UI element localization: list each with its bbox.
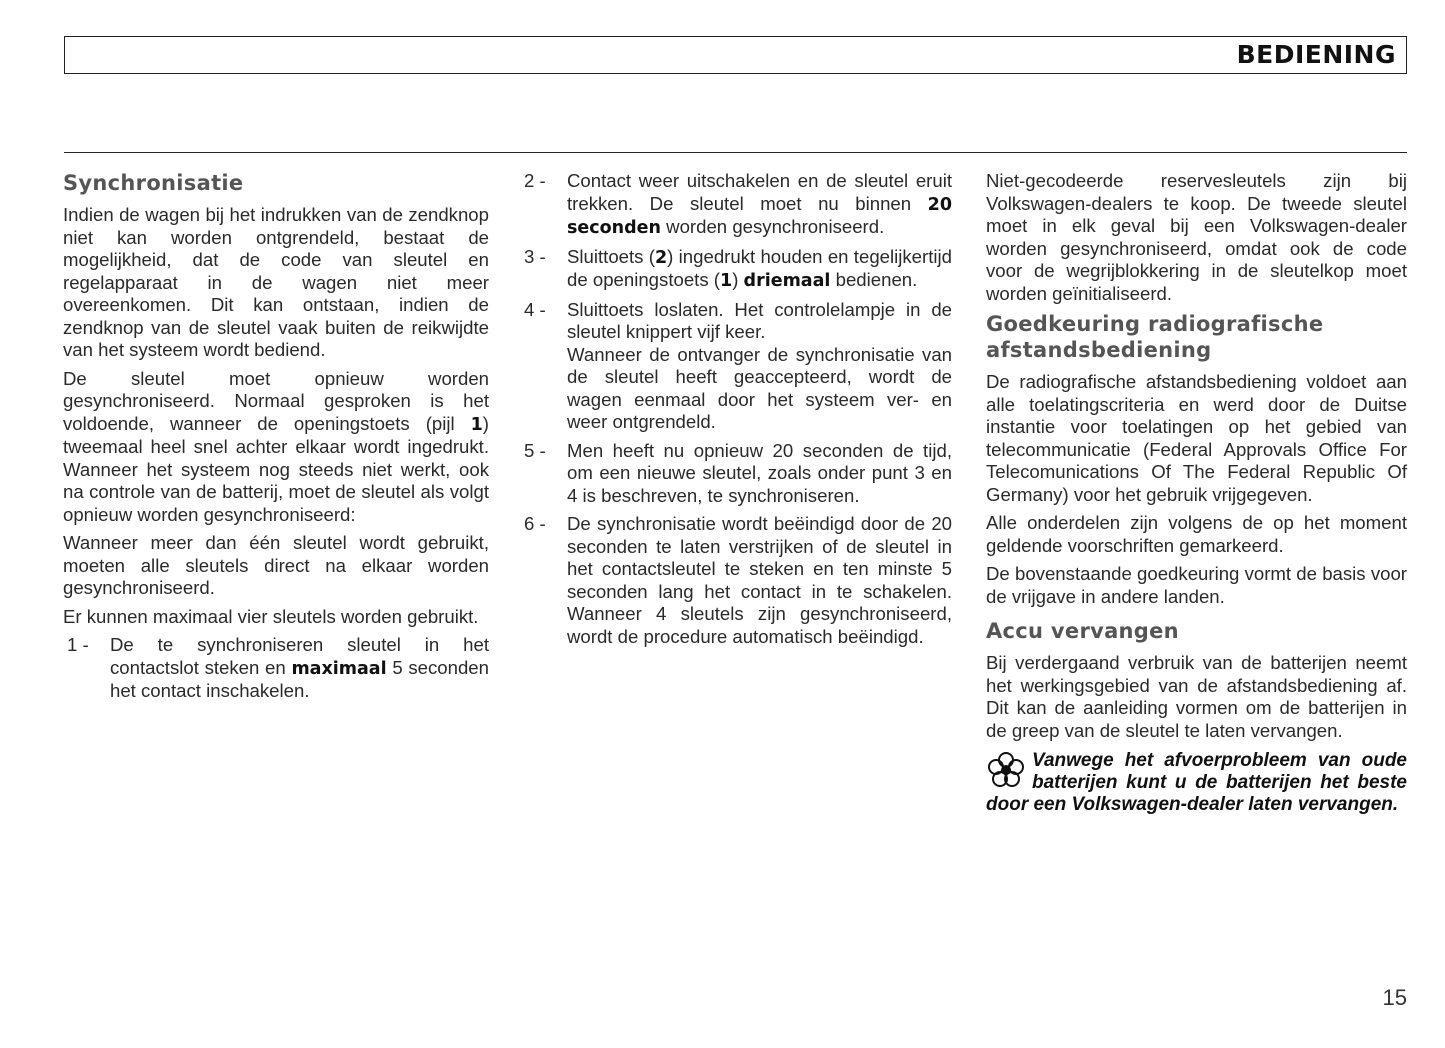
text: De sleutel moet opnieuw worden gesynchroniseerd. Normaal gesproken is het voldoende, wanneer de openingstoets (pijl (63, 367, 489, 434)
paragraph: Indien de wagen bij het indrukken van de zendknop niet kan worden ontgrendeld, bestaat de mogelijkheid, dat de code van sleutel en regelapparaat in de wagen niet meer overeenkomen. Dit kan ontstaan, indien de zendknop van de sleutel vaak buiten de reikwijdte van het systeem wordt bediend. (63, 204, 489, 360)
step-item (520, 246, 952, 293)
column-2 (520, 170, 952, 654)
text: worden gesynchroniseerd. (661, 216, 885, 237)
step-number: 4 - (524, 298, 546, 320)
text: 5 seconden het contact inschakelen. (110, 656, 489, 701)
bold-ref: 1 (470, 414, 483, 435)
paragraph: Niet-gecodeerde reservesleutels zijn bij Volkswagen-dealers te koop. De tweede sleutel moet in elk geval bij een Volkswagen-dealer worden gesynchroniseerd, omdat ook de code voor de wegrijblokkering in de sleutelkop moet worden geïnitialiseerd. (986, 170, 1407, 304)
text: ) (732, 269, 744, 290)
section-title: BEDIENING (1236, 40, 1396, 69)
environment-flower-icon (986, 750, 1026, 790)
heading-accu-vervangen: Accu vervangen (986, 619, 1179, 643)
paragraph: Bij verdergaand verbruik van de batterijen neemt het werkingsgebied van de afstandsbediening af. Dit kan de aanleiding vormen om de batterijen in de greep van de sleutel te laten vervangen. (986, 652, 1407, 741)
bold-text: 1 (720, 271, 733, 291)
note-text: Vanwege het afvoerprobleem van oude batterijen kunt u de batterijen het beste door een Volkswagen-dealer laten vervangen. (986, 750, 1407, 815)
paragraph (63, 368, 489, 527)
step-number: 6 - (524, 513, 546, 534)
text: Sluittoets ( (567, 245, 655, 267)
environment-note (986, 750, 1407, 816)
text: Wanneer de ontvanger de synchronisatie van de sleutel heeft geaccepteerd, wordt de wagen eenmaal door het systeem ver- en weer ontgrendeld. (567, 343, 952, 432)
step-number: 5 - (524, 439, 546, 461)
paragraph: De bovenstaande goedkeuring vormt de basis voor de vrijgave in andere landen. (986, 563, 1407, 607)
text: De te synchroniseren sleutel in het contactslot steken en (110, 634, 489, 678)
heading-synchronisatie: Synchronisatie (63, 171, 244, 195)
step-item (520, 299, 952, 434)
step-number: 1 - (67, 634, 89, 655)
bold-text: 2 (654, 247, 668, 268)
text: ) ingedrukt houden en tegelijkertijd de openingstoets ( (567, 245, 952, 290)
step-number: 2 - (524, 170, 546, 191)
text: Contact weer uitschakelen en de sleutel eruit trekken. De sleutel moet nu binnen (567, 170, 952, 214)
column-3 (986, 170, 1407, 816)
step-number: 3 - (524, 245, 546, 267)
text: bedienen. (830, 269, 918, 290)
page-number: 15 (1382, 985, 1407, 1010)
bold-text: 20 seconden (567, 194, 952, 238)
column-1 (63, 170, 489, 709)
step-text (567, 170, 952, 240)
step-item (520, 513, 952, 648)
horizontal-rule (64, 152, 1407, 153)
step-text: De synchronisatie wordt beëindigd door de 20 seconden te laten verstrijken of de sleutel in het contactsleutel te steken en ten minste 5 seconden lang het contact in te schakelen. Wanneer 4 sleutels zijn gesynchroniseerd, wordt de procedure automatisch beëindigd. (567, 513, 952, 647)
step-text: Men heeft nu opnieuw 20 seconden de tijd, om een nieuwe sleutel, zoals onder punt 3 en 4 is beschreven, te synchroniseren. (567, 439, 952, 506)
section-header-box (64, 36, 1407, 74)
bold-text: maximaal (291, 658, 387, 679)
heading-goedkeuring: Goedkeuring radiografische afstandsbediening (986, 312, 1324, 362)
step-text (567, 246, 952, 293)
step-item (63, 634, 489, 703)
paragraph: Alle onderdelen zijn volgens de op het moment geldende voorschriften gemarkeerd. (986, 512, 1407, 556)
text: ) tweemaal heel snel achter elkaar wordt ingedrukt. Wanneer het systeem nog steeds niet werkt, ook na controle van de batterij, moet de sleutel als volgt opnieuw worden gesynchroniseerd: (63, 412, 489, 525)
step-text (567, 299, 952, 434)
step-item (520, 170, 952, 240)
bold-text: driemaal (743, 271, 831, 291)
text: Sluittoets loslaten. Het controlelampje in de sleutel knippert vijf keer. (567, 298, 952, 342)
paragraph: Wanneer meer dan één sleutel wordt gebruikt, moeten alle sleutels direct na elkaar worden gesynchroniseerd. (63, 532, 489, 598)
paragraph: De radiografische afstandsbediening voldoet aan alle toelatingscriteria en werd door de Duitse instantie voor toelatingen op het gebied van telecommunicatie (Federal Approvals Office For Telecomunications Of The Federal Republic Of Germany) voor het gebruik vrijgegeven. (986, 371, 1407, 505)
step-text (110, 634, 489, 703)
step-item (520, 440, 952, 508)
paragraph: Er kunnen maximaal vier sleutels worden gebruikt. (63, 605, 479, 627)
